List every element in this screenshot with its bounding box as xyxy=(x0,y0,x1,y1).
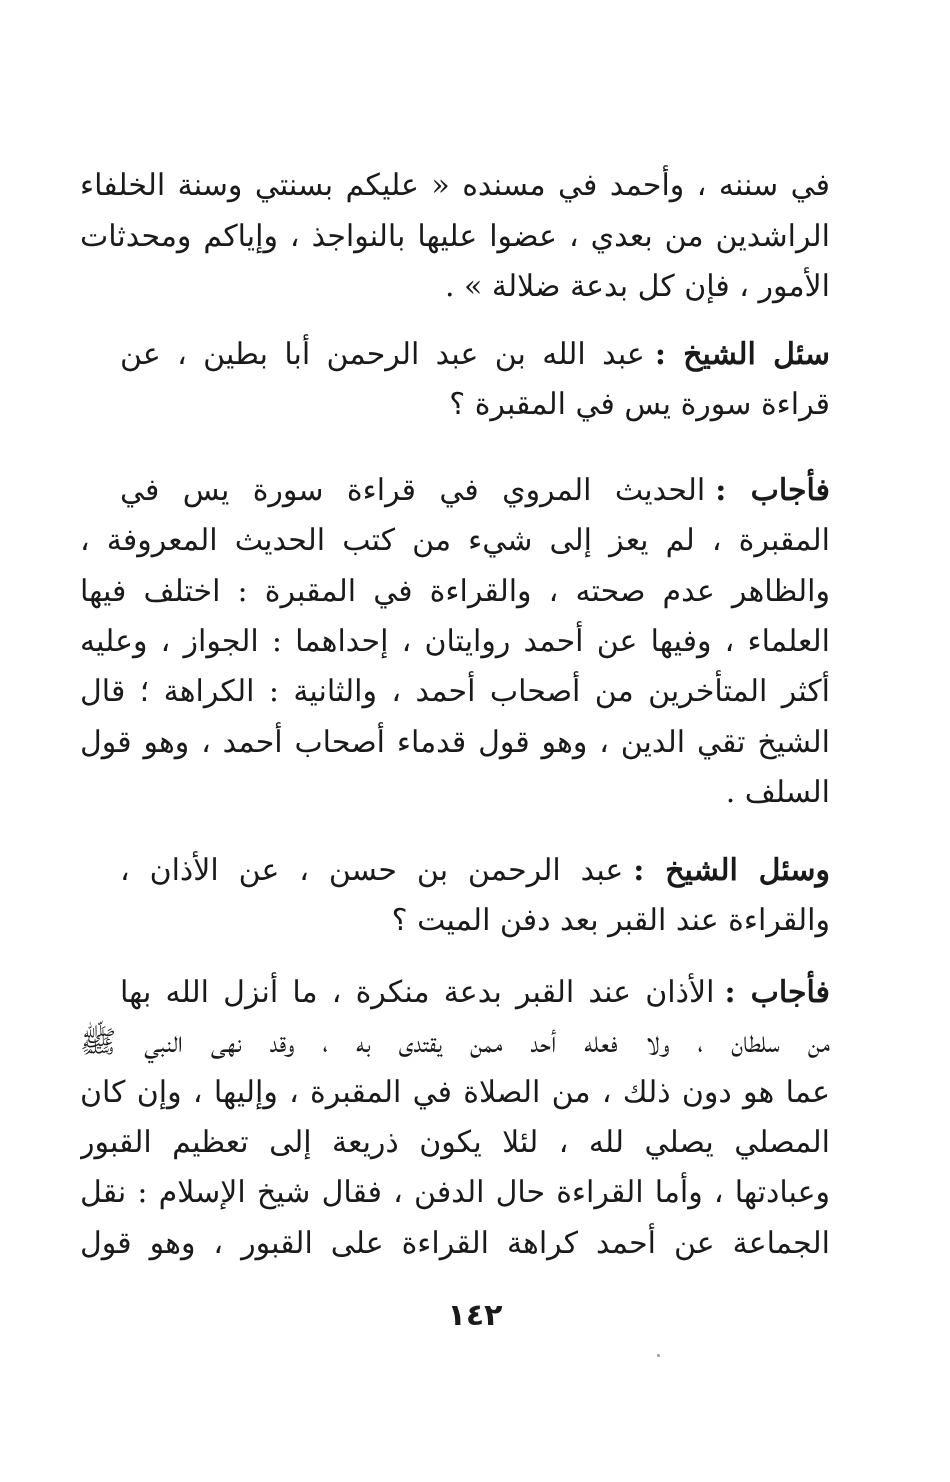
text-line: والقراءة عند القبر بعد دفن الميت ؟ xyxy=(391,903,830,938)
text-line: من سلطان ، ولا فعله أحد ممن يقتدى به ، وقد نهى النبي ﷺ xyxy=(80,1025,830,1060)
text-line: أكثر المتأخرين من أصحاب أحمد ، والثانية : الكراهة ؛ قال xyxy=(80,674,830,709)
text-line: المصلي يصلي لله ، لئلا يكون ذريعة إلى تعظيم القبور xyxy=(80,1125,830,1160)
question-first-line xyxy=(120,846,830,896)
answer-lead: فأجاب : xyxy=(724,975,830,1010)
text-line: السلف . xyxy=(725,775,830,810)
text-line: العلماء ، وفيها عن أحمد روايتان ، إحداهما : الجواز ، وعليه xyxy=(80,624,830,659)
answer-first-line xyxy=(120,968,830,1018)
answer-text: الأذان عند القبر بدعة منكرة ، ما أنزل الله بها xyxy=(120,975,715,1010)
text-line: وعبادتها ، وأما القراءة حال الدفن ، فقال شيخ الإسلام : نقل xyxy=(80,1175,830,1210)
question-text: عبد الرحمن بن حسن ، عن الأذان ، xyxy=(120,853,624,888)
question-lead: وسئل الشيخ : xyxy=(633,853,830,888)
text-line: الشيخ تقي الدين ، وهو قول قدماء أصحاب أحمد ، وهو قول xyxy=(80,725,830,760)
text-line: الراشدين من بعدي ، عضوا عليها بالنواجذ ، وإياكم ومحدثات xyxy=(80,219,830,254)
answer-first-line xyxy=(120,466,830,516)
question-text: عبد الله بن عبد الرحمن أبا بطين ، عن xyxy=(120,337,645,372)
text-line: الأمور ، فإن كل بدعة ضلالة » . xyxy=(444,269,830,304)
page-number: ١٤٢ xyxy=(447,1298,503,1333)
answer-text: الحديث المروي في قراءة سورة يس في xyxy=(120,473,706,508)
text-line: المقبرة ، لم يعز إلى شيء من كتب الحديث المعروفة ، xyxy=(80,523,830,558)
scan-speck xyxy=(657,1354,660,1357)
text-line: في سننه ، وأحمد في مسنده « عليكم بسنتي وسنة الخلفاء xyxy=(80,168,830,203)
question-first-line xyxy=(120,330,830,380)
text-line: قراءة سورة يس في المقبرة ؟ xyxy=(449,387,830,422)
text-line: والظاهر عدم صحته ، والقراءة في المقبرة : اختلف فيها xyxy=(80,574,830,609)
answer-lead: فأجاب : xyxy=(715,473,830,508)
text-line: عما هو دون ذلك ، من الصلاة في المقبرة ، وإليها ، وإن كان xyxy=(80,1075,830,1110)
question-lead: سئل الشيخ : xyxy=(654,337,830,372)
text-line: الجماعة عن أحمد كراهة القراءة على القبور ، وهو قول xyxy=(80,1226,830,1261)
